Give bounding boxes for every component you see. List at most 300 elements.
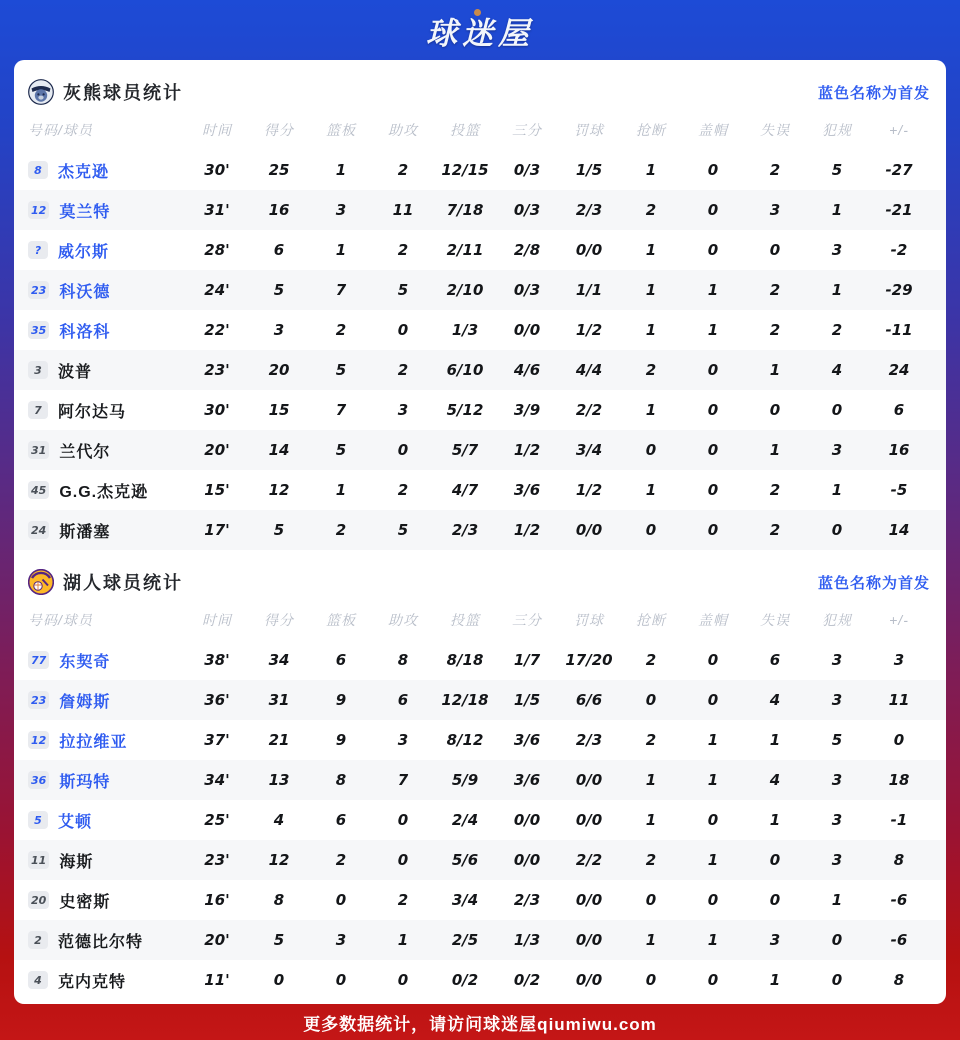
stat-10: 3 [769, 201, 781, 219]
stat-3: 9 [335, 731, 347, 749]
stat-3: 0 [335, 971, 347, 989]
jersey-number-badge: 11 [28, 851, 49, 869]
stat-8: 1 [645, 161, 657, 179]
stat-10: 0 [769, 241, 781, 259]
column-header-8: 抢断 [636, 122, 666, 138]
stat-4: 0 [397, 971, 409, 989]
jersey-number-badge: 23 [28, 691, 49, 709]
stat-7: 2/2 [575, 401, 603, 419]
stat-2: 8 [273, 891, 285, 909]
stat-12: 24 [888, 361, 910, 379]
stat-9: 1 [707, 851, 719, 869]
stat-3: 3 [335, 201, 347, 219]
stat-11: 4 [831, 361, 843, 379]
stat-8: 0 [645, 441, 657, 459]
stat-3: 2 [335, 321, 347, 339]
stat-7: 0/0 [575, 811, 603, 829]
stat-7: 0/0 [575, 931, 603, 949]
stat-1: 38' [204, 651, 230, 669]
stat-6: 4/6 [513, 361, 541, 379]
stat-1: 34' [204, 771, 230, 789]
column-header-11: 犯规 [822, 612, 852, 628]
stat-5: 5/12 [446, 401, 484, 419]
player-name[interactable]: 威尔斯 [58, 243, 110, 261]
player-row[interactable] [14, 880, 946, 920]
stat-8: 2 [645, 201, 657, 219]
section-header [14, 550, 946, 600]
jersey-number-badge: ? [28, 241, 48, 259]
stat-1: 17' [204, 521, 230, 539]
column-header-7: 罚球 [574, 612, 604, 628]
stat-4: 2 [397, 481, 409, 499]
player-name[interactable]: 范德比尔特 [58, 933, 144, 951]
stat-2: 25 [268, 161, 290, 179]
stat-8: 1 [645, 931, 657, 949]
player-name[interactable]: 兰代尔 [59, 443, 111, 461]
stat-6: 2/3 [513, 891, 541, 909]
stat-3: 5 [335, 441, 347, 459]
stat-7: 0/0 [575, 241, 603, 259]
stat-10: 6 [769, 651, 781, 669]
stat-2: 5 [273, 521, 285, 539]
site-logo[interactable] [426, 8, 534, 53]
stat-12: 8 [893, 851, 905, 869]
stat-4: 2 [397, 161, 409, 179]
stat-3: 5 [335, 361, 347, 379]
stat-9: 1 [707, 321, 719, 339]
stat-5: 1/3 [451, 321, 479, 339]
column-header-12: +/- [889, 122, 909, 138]
stat-11: 0 [831, 401, 843, 419]
stat-3: 1 [335, 161, 347, 179]
player-cell [14, 929, 186, 952]
player-row[interactable] [14, 390, 946, 430]
stat-12: 14 [888, 521, 910, 539]
column-header-12: +/- [889, 612, 909, 628]
stat-2: 15 [268, 401, 290, 419]
stat-2: 5 [273, 931, 285, 949]
stat-5: 5/6 [451, 851, 479, 869]
stat-9: 0 [707, 811, 719, 829]
stat-5: 2/3 [451, 521, 479, 539]
player-row[interactable] [14, 720, 946, 760]
stat-9: 0 [707, 401, 719, 419]
jersey-number-badge: 45 [28, 481, 49, 499]
player-cell [14, 199, 186, 222]
player-cell [14, 729, 186, 752]
stat-10: 1 [769, 361, 781, 379]
stat-5: 2/10 [446, 281, 484, 299]
stat-1: 23' [204, 851, 230, 869]
player-name[interactable]: 詹姆斯 [59, 693, 111, 711]
stat-4: 5 [397, 521, 409, 539]
team-logo-icon [28, 79, 54, 105]
stat-6: 1/2 [513, 441, 541, 459]
player-name[interactable]: 拉拉维亚 [59, 733, 128, 751]
stat-6: 1/7 [513, 651, 541, 669]
player-cell [14, 239, 186, 262]
stat-6: 3/6 [513, 481, 541, 499]
player-cell [14, 769, 186, 792]
stat-2: 20 [268, 361, 290, 379]
stat-12: -2 [890, 241, 908, 259]
player-row[interactable] [14, 230, 946, 270]
stat-9: 0 [707, 691, 719, 709]
player-name[interactable]: 斯玛特 [59, 773, 111, 791]
stat-5: 6/10 [446, 361, 484, 379]
player-name[interactable]: 科洛科 [59, 323, 111, 341]
player-name[interactable]: 艾顿 [58, 813, 93, 831]
stat-11: 1 [831, 281, 843, 299]
column-header-8: 抢断 [636, 612, 666, 628]
section-header [14, 60, 946, 110]
player-row[interactable] [14, 430, 946, 470]
column-header-0: 号码/球员 [28, 122, 93, 138]
column-header-1: 时间 [202, 122, 232, 138]
stat-12: 8 [893, 971, 905, 989]
stat-8: 2 [645, 651, 657, 669]
column-header-6: 三分 [512, 122, 542, 138]
rows [14, 150, 946, 550]
stat-2: 21 [268, 731, 290, 749]
jersey-number-badge: 77 [28, 651, 49, 669]
player-row[interactable] [14, 270, 946, 310]
stat-12: -21 [885, 201, 913, 219]
stat-12: -29 [885, 281, 913, 299]
player-row[interactable] [14, 920, 946, 960]
stat-3: 2 [335, 851, 347, 869]
jersey-number-badge: 12 [28, 731, 49, 749]
stat-7: 0/0 [575, 771, 603, 789]
player-row[interactable] [14, 760, 946, 800]
player-name[interactable]: 杰克逊 [58, 163, 110, 181]
jersey-number-badge: 36 [28, 771, 49, 789]
stat-2: 16 [268, 201, 290, 219]
stat-9: 1 [707, 731, 719, 749]
rows [14, 640, 946, 1000]
player-name[interactable]: 史密斯 [59, 893, 111, 911]
stat-1: 36' [204, 691, 230, 709]
stat-12: -5 [890, 481, 908, 499]
stat-2: 6 [273, 241, 285, 259]
stat-8: 0 [645, 521, 657, 539]
stat-4: 2 [397, 241, 409, 259]
player-row[interactable] [14, 310, 946, 350]
player-name[interactable]: 东契奇 [59, 653, 111, 671]
starter-legend: 蓝色名称为首发 [817, 84, 930, 102]
stat-8: 1 [645, 811, 657, 829]
stat-11: 3 [831, 771, 843, 789]
stat-1: 15' [204, 481, 230, 499]
jersey-number-badge: 20 [28, 891, 49, 909]
stat-5: 7/18 [446, 201, 484, 219]
stat-4: 0 [397, 851, 409, 869]
player-row[interactable] [14, 840, 946, 880]
stat-1: 25' [204, 811, 230, 829]
stat-7: 0/0 [575, 891, 603, 909]
stat-8: 1 [645, 481, 657, 499]
stat-4: 6 [397, 691, 409, 709]
player-row[interactable] [14, 640, 946, 680]
stat-9: 0 [707, 441, 719, 459]
stat-10: 1 [769, 441, 781, 459]
stat-2: 3 [273, 321, 285, 339]
logo-accent-dot [474, 9, 481, 16]
stat-4: 11 [392, 201, 414, 219]
stat-9: 1 [707, 771, 719, 789]
stat-11: 3 [831, 851, 843, 869]
stat-5: 8/12 [446, 731, 484, 749]
player-row[interactable] [14, 510, 946, 550]
stat-10: 2 [769, 161, 781, 179]
stat-4: 0 [397, 811, 409, 829]
player-name[interactable]: 阿尔达马 [58, 403, 127, 421]
player-row[interactable] [14, 190, 946, 230]
stat-3: 1 [335, 481, 347, 499]
stat-10: 2 [769, 321, 781, 339]
column-header-row [14, 600, 946, 640]
player-name[interactable]: G.G.杰克逊 [59, 483, 149, 501]
stat-11: 1 [831, 891, 843, 909]
stat-1: 23' [204, 361, 230, 379]
stat-4: 7 [397, 771, 409, 789]
player-row[interactable] [14, 680, 946, 720]
stat-2: 34 [268, 651, 290, 669]
stat-7: 0/0 [575, 521, 603, 539]
stat-11: 3 [831, 651, 843, 669]
player-cell [14, 279, 186, 302]
stat-10: 4 [769, 691, 781, 709]
stat-2: 5 [273, 281, 285, 299]
stat-4: 8 [397, 651, 409, 669]
stat-12: 3 [893, 651, 905, 669]
stat-10: 4 [769, 771, 781, 789]
stat-6: 1/5 [513, 691, 541, 709]
stat-5: 2/4 [451, 811, 479, 829]
stat-12: 11 [888, 691, 910, 709]
column-header-7: 罚球 [574, 122, 604, 138]
stat-10: 0 [769, 851, 781, 869]
stat-7: 1/2 [575, 321, 603, 339]
stat-3: 6 [335, 811, 347, 829]
player-cell [14, 159, 186, 182]
stat-5: 12/18 [441, 691, 489, 709]
stat-8: 0 [645, 971, 657, 989]
stat-1: 20' [204, 931, 230, 949]
stat-4: 3 [397, 401, 409, 419]
stat-11: 3 [831, 691, 843, 709]
column-header-5: 投篮 [450, 122, 480, 138]
player-cell [14, 889, 186, 912]
stat-8: 1 [645, 771, 657, 789]
stat-11: 3 [831, 441, 843, 459]
jersey-number-badge: 23 [28, 281, 49, 299]
stat-10: 1 [769, 811, 781, 829]
stat-9: 1 [707, 281, 719, 299]
stat-3: 6 [335, 651, 347, 669]
stat-10: 1 [769, 971, 781, 989]
stat-7: 3/4 [575, 441, 603, 459]
stat-12: 6 [893, 401, 905, 419]
stat-3: 0 [335, 891, 347, 909]
stat-7: 6/6 [575, 691, 603, 709]
jersey-number-badge: 7 [28, 401, 48, 419]
player-cell [14, 399, 186, 422]
stat-8: 1 [645, 241, 657, 259]
footer-bar [0, 1004, 960, 1040]
stat-11: 2 [831, 321, 843, 339]
stat-1: 20' [204, 441, 230, 459]
stat-5: 5/9 [451, 771, 479, 789]
stat-8: 1 [645, 281, 657, 299]
player-row[interactable] [14, 470, 946, 510]
stat-12: 16 [888, 441, 910, 459]
stat-11: 0 [831, 971, 843, 989]
stat-5: 0/2 [451, 971, 479, 989]
stat-8: 2 [645, 731, 657, 749]
player-cell [14, 969, 186, 992]
stat-6: 0/3 [513, 161, 541, 179]
player-name[interactable]: 海斯 [59, 853, 94, 871]
column-header-9: 盖帽 [698, 612, 728, 628]
stat-6: 0/0 [513, 321, 541, 339]
player-row[interactable] [14, 800, 946, 840]
column-header-2: 得分 [264, 612, 294, 628]
jersey-number-badge: 31 [28, 441, 49, 459]
stat-5: 4/7 [451, 481, 479, 499]
stat-3: 7 [335, 401, 347, 419]
column-header-6: 三分 [512, 612, 542, 628]
stat-1: 28' [204, 241, 230, 259]
stat-3: 3 [335, 931, 347, 949]
stat-6: 0/2 [513, 971, 541, 989]
stat-8: 0 [645, 891, 657, 909]
column-header-4: 助攻 [388, 612, 418, 628]
column-header-1: 时间 [202, 612, 232, 628]
stat-11: 1 [831, 201, 843, 219]
stat-11: 0 [831, 521, 843, 539]
stat-2: 14 [268, 441, 290, 459]
stat-2: 12 [268, 481, 290, 499]
stat-10: 2 [769, 481, 781, 499]
stat-8: 1 [645, 321, 657, 339]
stat-1: 11' [204, 971, 230, 989]
player-row[interactable] [14, 960, 946, 1000]
stat-9: 0 [707, 361, 719, 379]
stat-9: 0 [707, 201, 719, 219]
stat-8: 0 [645, 691, 657, 709]
stat-10: 0 [769, 891, 781, 909]
stat-3: 1 [335, 241, 347, 259]
stat-7: 1/2 [575, 481, 603, 499]
stat-7: 17/20 [565, 651, 613, 669]
stat-9: 1 [707, 931, 719, 949]
stat-9: 0 [707, 891, 719, 909]
stats-card [14, 60, 946, 1004]
stat-2: 4 [273, 811, 285, 829]
column-header-3: 篮板 [326, 612, 356, 628]
stat-4: 0 [397, 441, 409, 459]
player-name[interactable]: 波普 [58, 363, 93, 381]
stat-2: 12 [268, 851, 290, 869]
stat-5: 8/18 [446, 651, 484, 669]
team-section [14, 60, 946, 550]
column-header-3: 篮板 [326, 122, 356, 138]
stat-4: 5 [397, 281, 409, 299]
stat-12: -6 [890, 891, 908, 909]
stat-2: 31 [268, 691, 290, 709]
player-name[interactable]: 科沃德 [59, 283, 111, 301]
stat-11: 1 [831, 481, 843, 499]
player-row[interactable] [14, 150, 946, 190]
stat-7: 4/4 [575, 361, 603, 379]
column-header-11: 犯规 [822, 122, 852, 138]
stat-3: 8 [335, 771, 347, 789]
stat-9: 0 [707, 481, 719, 499]
player-cell [14, 649, 186, 672]
stat-7: 2/3 [575, 201, 603, 219]
jersey-number-badge: 5 [28, 811, 48, 829]
stat-6: 3/6 [513, 731, 541, 749]
player-cell [14, 849, 186, 872]
jersey-number-badge: 12 [28, 201, 49, 219]
stat-1: 16' [204, 891, 230, 909]
stat-10: 3 [769, 931, 781, 949]
stat-1: 30' [204, 161, 230, 179]
jersey-number-badge: 4 [28, 971, 48, 989]
stat-1: 24' [204, 281, 230, 299]
column-header-2: 得分 [264, 122, 294, 138]
stat-3: 2 [335, 521, 347, 539]
stat-6: 0/3 [513, 201, 541, 219]
column-header-row [14, 110, 946, 150]
stat-9: 0 [707, 521, 719, 539]
player-cell [14, 519, 186, 542]
stat-12: 0 [893, 731, 905, 749]
site-logo-text: 球迷屋 [426, 15, 534, 51]
stat-9: 0 [707, 161, 719, 179]
stat-4: 3 [397, 731, 409, 749]
stat-9: 0 [707, 971, 719, 989]
stat-5: 3/4 [451, 891, 479, 909]
jersey-number-badge: 2 [28, 931, 48, 949]
player-cell [14, 809, 186, 832]
player-name[interactable]: 克内克特 [58, 973, 127, 991]
stat-2: 13 [268, 771, 290, 789]
stat-2: 0 [273, 971, 285, 989]
stat-6: 0/0 [513, 811, 541, 829]
stat-1: 37' [204, 731, 230, 749]
player-name[interactable]: 斯潘塞 [59, 523, 111, 541]
stat-12: 18 [888, 771, 910, 789]
stat-12: -27 [885, 161, 913, 179]
stat-12: -11 [885, 321, 913, 339]
stat-7: 1/5 [575, 161, 603, 179]
stat-10: 2 [769, 281, 781, 299]
stat-1: 22' [204, 321, 230, 339]
stat-11: 3 [831, 811, 843, 829]
stat-11: 5 [831, 731, 843, 749]
player-cell [14, 439, 186, 462]
player-row[interactable] [14, 350, 946, 390]
stat-9: 0 [707, 651, 719, 669]
player-name[interactable]: 莫兰特 [59, 203, 111, 221]
stat-10: 1 [769, 731, 781, 749]
stat-6: 3/9 [513, 401, 541, 419]
stat-7: 1/1 [575, 281, 603, 299]
column-header-0: 号码/球员 [28, 612, 93, 628]
stat-5: 5/7 [451, 441, 479, 459]
